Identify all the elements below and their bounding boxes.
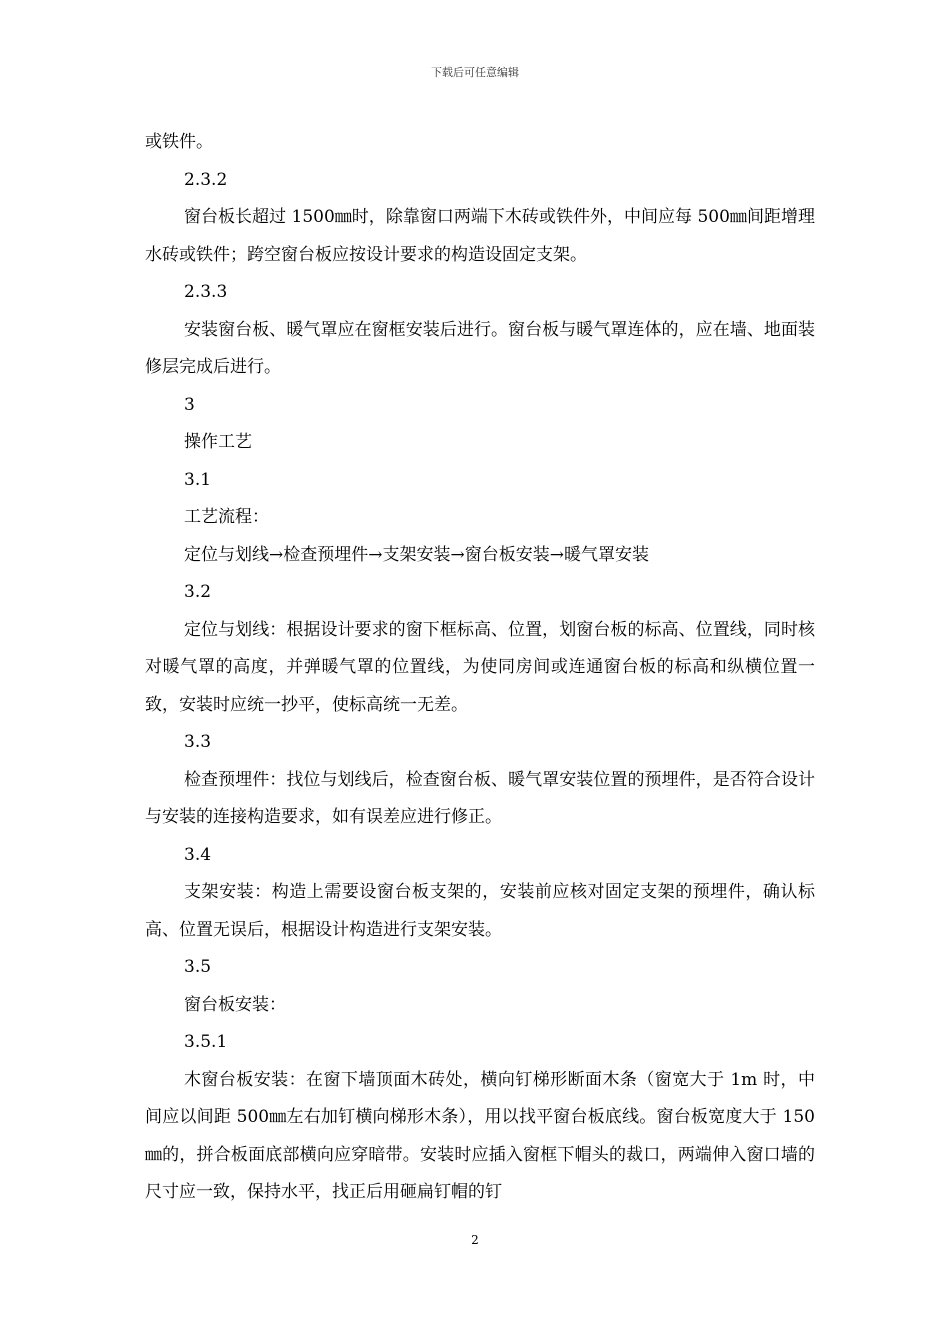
- section-number-3-5: 3.5: [184, 957, 212, 977]
- section-number-3-1: 3.1: [184, 469, 212, 490]
- section-number-2-3-2: 2.3.2: [184, 169, 228, 190]
- section-number-3-5-1: 3.5.1: [184, 1032, 228, 1052]
- paragraph-3-3: 检查预埋件：找位与划线后，检查窗台板、暖气罩安装位置的预埋件，是否符合设计与安装的连接构造要求，如有误差应进行修正。: [145, 769, 815, 827]
- page-number: 2: [471, 1233, 479, 1247]
- paragraph-3-5-1: 木窗台板安装：在窗下墙顶面木砖处，横向钉梯形断面木条（窗宽大于 1m 时，中间应以间距 500㎜左右加钉横向梯形木条），用以找平窗台板底线。窗台板宽度大于 150㎜的，拼合板面底部横向应穿暗带。安装时应插入窗框下帽头的裁口，两端伸入窗口墙的尺寸应一致，保持水平，找正后用砸扁钉帽的钉: [145, 1069, 815, 1202]
- section-number-3-4: 3.4: [184, 844, 212, 865]
- paragraph-3-1-title: 工艺流程：: [184, 507, 269, 527]
- section-number-2-3-3: 2.3.3: [184, 282, 228, 302]
- paragraph-3-4: 支架安装：构造上需要设窗台板支架的，安装前应核对固定支架的预埋件，确认标高、位置无误后，根据设计构造进行支架安装。: [145, 882, 815, 940]
- section-number-3-3: 3.3: [184, 732, 212, 752]
- paragraph-2-3-2: 窗台板长超过 1500㎜时，除靠窗口两端下木砖或铁件外，中间应每 500㎜间距增理水砖或铁件；跨空窗台板应按设计要求的构造设固定支架。: [145, 207, 815, 265]
- paragraph-3-5-title: 窗台板安装：: [184, 994, 286, 1015]
- document-body: [145, 124, 815, 1212]
- paragraph-continuation: 或铁件。: [145, 132, 213, 152]
- paragraph-3-2: 定位与划线：根据设计要求的窗下框标高、位置，划窗台板的标高、位置线，同时核对暖气罩的高度，并弹暖气罩的位置线，为使同房间或连通窗台板的标高和纵横位置一致，安装时应统一抄平，使标高统一无差。: [145, 619, 815, 715]
- paragraph-3-1-flow: 定位与划线→检查预埋件→支架安装→窗台板安装→暖气罩安装: [184, 544, 649, 565]
- paragraph-2-3-3: 安装窗台板、暖气罩应在窗框安装后进行。窗台板与暖气罩连体的，应在墙、地面装修层完成后进行。: [145, 319, 815, 377]
- section-number-3-2: 3.2: [184, 582, 212, 602]
- section-title-3: 操作工艺: [184, 432, 252, 452]
- page-header-note: 下载后可任意编辑: [431, 66, 519, 79]
- section-number-3: 3: [184, 394, 195, 415]
